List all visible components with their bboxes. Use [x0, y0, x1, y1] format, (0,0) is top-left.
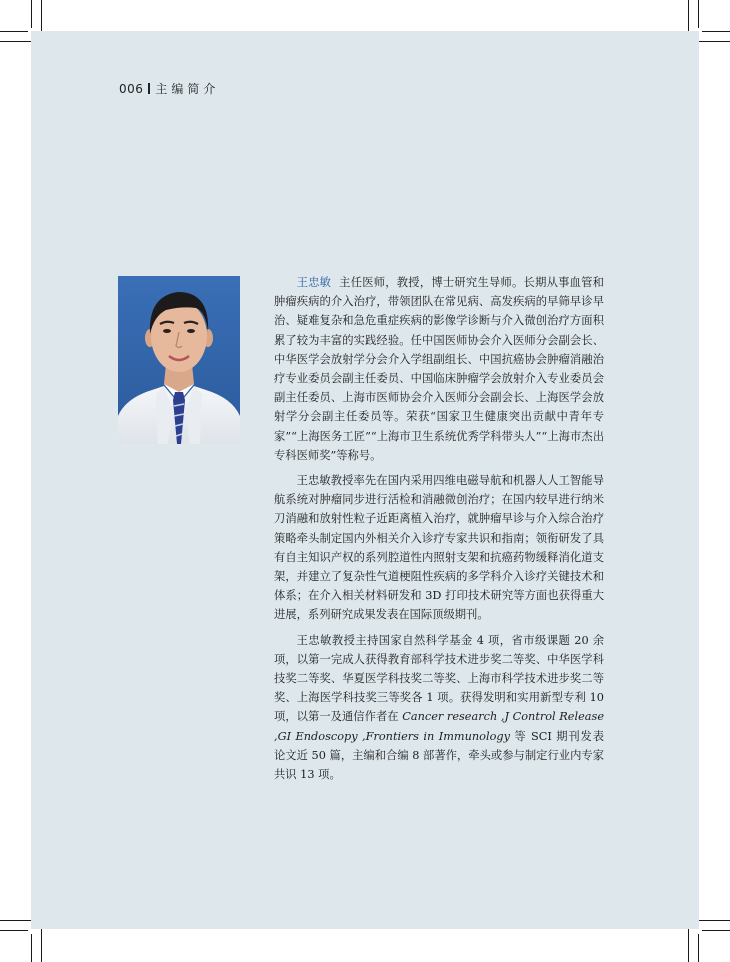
bio-paragraph-3	[274, 631, 604, 785]
bio-paragraph-3-part-a: 王忠敏教授主持国家自然科学基金 4 项，省市级课题 20 余项，以第一完成人获得教育部科学技术进步奖二等奖、中华医学科技奖二等奖、华夏医学科技奖二等奖、上海市科学技术进步奖二等奖、上海医学科技奖三等奖各 1 项。获得发明和实用新型专利 10 项，以第一及通信作者在	[274, 633, 604, 724]
bio-paragraph-1-body: 主任医师，教授，博士研究生导师。长期从事血管和肿瘤疾病的介入治疗，带领团队在常见病、高发疾病的早筛早诊早治、疑难复杂和急危重症疾病的影像学诊断与介入微创治疗方面积累了较为丰富的实践经验。任中国医师协会介入医师分会副会长、中华医学会放射学分会介入学组副组长、中国抗癌协会肿瘤消融治疗专业委员会副主任委员、中国临床肿瘤学会放射介入专业委员会副主任委员、上海市医师协会介入医师分会副会长、上海医学会放射学分会副主任委员等。荣获“国家卫生健康突出贡献中青年专家”“上海医务工匠”“上海市卫生系统优秀学科带头人”“上海市杰出专科医师奖”等称号。	[274, 276, 604, 462]
portrait-photo	[118, 276, 240, 444]
running-header	[119, 80, 219, 97]
bio-paragraph-2: 王忠敏教授率先在国内采用四维电磁导航和机器人人工智能导航系统对肿瘤同步进行活检和消融微创治疗；在国内较早进行纳米刀消融和放射性粒子近距离植入治疗，就肿瘤早诊与介入综合治疗策略牵头制定国内外相关介入诊疗专家共识和指南；领衔研发了具有自主知识产权的系列腔道性内照射支架和抗癌药物缓释消化道支架，并建立了复杂性气道梗阻性疾病的多学科介入诊疗关键技术和体系；在介入相关材料研发和 3D 打印技术研究等方面也获得重大进展，系列研究成果发表在国际顶级期刊。	[274, 474, 604, 622]
bio-paragraph-1	[274, 273, 604, 465]
bio-paragraph-3-part-b: 等 SCI 期刊发表论文近 50 篇，主编和合编 8 部著作，牵头或参与制定行业内专家共识 13 项。	[274, 729, 604, 782]
section-title: 主编简介	[155, 82, 220, 96]
biography-text	[274, 273, 604, 790]
header-divider	[148, 83, 150, 94]
page-number: 006	[119, 81, 144, 96]
journal-names: Cancer research ,J Control Release ,GI Endoscopy ,Frontiers in Immunology	[274, 710, 604, 743]
author-name: 王忠敏	[296, 276, 332, 289]
